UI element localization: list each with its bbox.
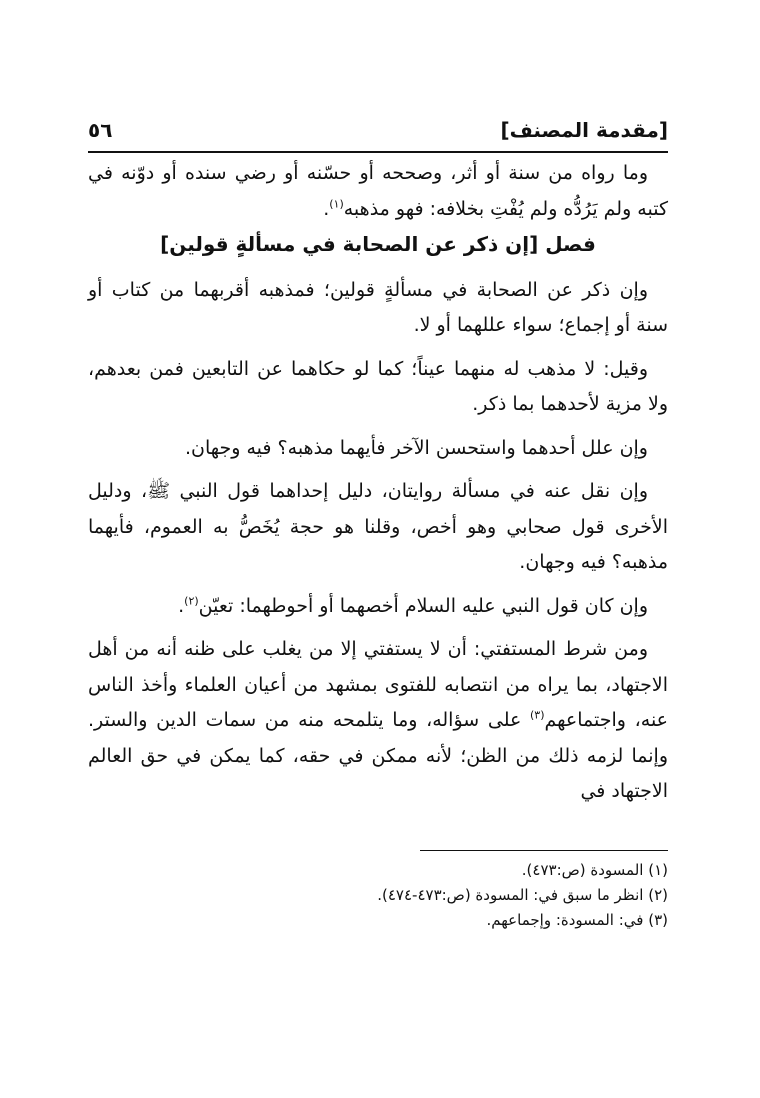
- footnote-divider: [420, 850, 668, 851]
- footnote-3: (٣) في: المسودة: وإجماعهم.: [486, 911, 668, 929]
- paragraph-7-text-a: ومن شرط المستفتي: أن لا يستفتي إلا من يغلب على ظنه أنه من أهل الاجتهاد، بما يراه من انتصابه للفتوى بمشهد من أعيان العلماء وأخذ الناس عنه، واجتماعهم: [88, 638, 669, 731]
- paragraph-5: وإن نقل عنه في مسألة روايتان، دليل إحداهما قول النبي ﷺ، ودليل الأخرى قول صحابي وهو أخص، وقلنا هو حجة يُخَصُّ به العموم، فأيهما مذهبه؟ فيه وجهان.: [88, 480, 668, 573]
- paragraph-2: وإن ذكر عن الصحابة في مسألةٍ قولين؛ فمذهبه أقربهما من كتاب أو سنة أو إجماع؛ سواء عللهما أو لا.: [88, 278, 668, 336]
- paragraph-1-text: وما رواه من سنة أو أثر، وصححه أو حسّنه أو رضي سنده أو دوّنه في كتبه ولم يَرُدُّه ولم يُفْتِ بخلافه: فهو مذهبه: [88, 162, 668, 220]
- paragraph-1-end: .: [323, 197, 330, 220]
- footnote-ref-3: (٣): [530, 708, 545, 722]
- footnote-1: (١) المسودة (ص:٤٧٣).: [521, 861, 668, 879]
- running-section-title: [مقدمة المصنف]: [500, 118, 668, 142]
- footnote-ref-2: (٢): [184, 594, 199, 608]
- paragraph-3: وقيل: لا مذهب له منهما عيناً؛ كما لو حكاهما عن التابعين فمن بعدهم، ولا مزية لأحدهما بما ذكر.: [88, 357, 668, 415]
- page-header: [88, 118, 668, 152]
- paragraph-4: وإن علل أحدهما واستحسن الآخر فأيهما مذهبه؟ فيه وجهان.: [185, 436, 648, 459]
- paragraph-7: [88, 632, 668, 810]
- header-divider: [88, 151, 668, 153]
- footnote-2: (٢) انظر ما سبق في: المسودة (ص:٤٧٣-٤٧٤).: [377, 886, 668, 904]
- paragraph-6-end: .: [178, 594, 185, 617]
- paragraph-7-text-b: على سؤاله، وما يتلمحه منه من سمات الدين والستر. وإنما لزمه ذلك من الظن؛ لأنه ممكن في حقه، كما يمكن في حق العالم الاجتهاد في: [88, 709, 668, 802]
- paragraph-6-text: وإن كان قول النبي عليه السلام أخصهما أو أحوطهما: تعيّن: [198, 594, 648, 617]
- footnotes: [88, 858, 668, 933]
- paragraph-6: [88, 589, 668, 625]
- footnote-ref-1: (١): [329, 197, 344, 211]
- main-text: [88, 156, 668, 818]
- section-heading: فصل [إن ذكر عن الصحابة في مسألةٍ قولين]: [160, 232, 596, 256]
- paragraph-1: [88, 156, 668, 227]
- page-number: ٥٦: [88, 118, 113, 142]
